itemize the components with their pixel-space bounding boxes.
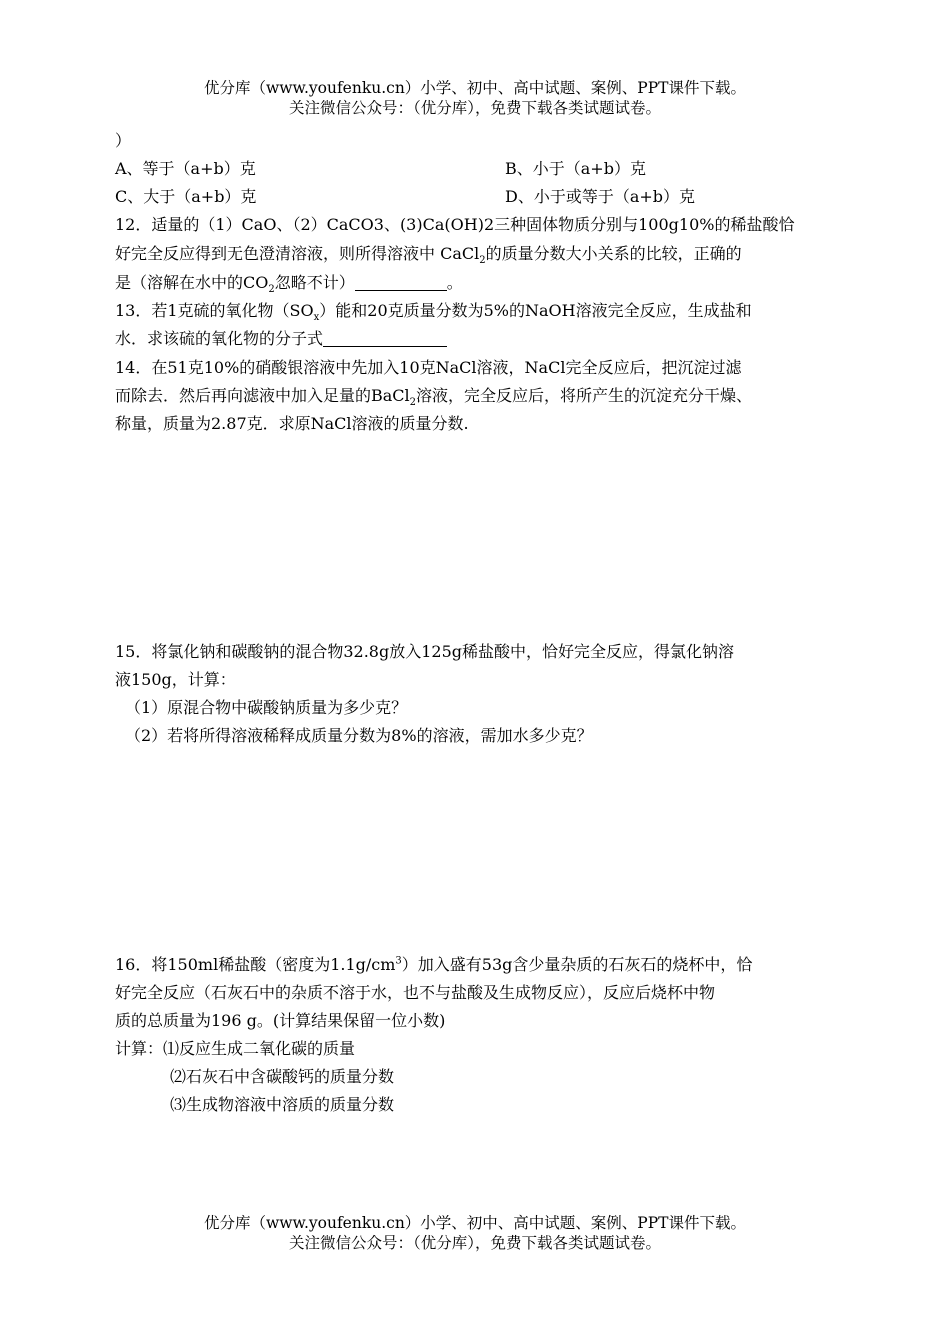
q11-option-a: A、等于（a+b）克 [115, 159, 256, 178]
q11-option-d: D、小于或等于（a+b）克 [505, 187, 696, 206]
q16-calc-label: 计算： [115, 1039, 164, 1058]
q12-line-3: 是（溶解在水中的$CO_2$忽略不计） 。 [115, 273, 463, 296]
q14-line-2: 而除去．然后再向滤液中加入足量的BaCl$_2$溶液，完全反应后，将所产生的沉淀充分干燥、 [115, 386, 753, 409]
q11-option-c: C、大于（a+b）克 [115, 187, 257, 206]
header-line-1: 优分库（www.youfenku.cn）小学、初中、高中试题、案例、PPT课件下载。 [203, 79, 747, 97]
footer-line-1: 优分库（www.youfenku.cn）小学、初中、高中试题、案例、PPT课件下载。 [203, 1214, 747, 1232]
q16-item-3: ⑶生成物溶液中溶质的质量分数 [170, 1095, 395, 1114]
q14-line-1: 14．在51克10%的硝酸银溶液中先加入10克NaCl溶液，NaCl完全反应后，把沉淀过滤 [115, 358, 742, 377]
q15-line-1: 15．将氯化钠和碳酸钠的混合物32.8g放入125g稀盐酸中，恰好完全反应，得氯化钠溶 [115, 642, 735, 661]
q15-line-2: 液150g，计算： [115, 670, 236, 689]
q11-option-b: B、小于（a+b）克 [505, 159, 646, 178]
q16-line-3: 质的总质量为196 g。(计算结果保留一位小数) [115, 1011, 446, 1030]
q12-answer-blank [355, 274, 447, 291]
q14-line-3: 称量，质量为2.87克．求原NaCl溶液的质量分数. [115, 414, 469, 433]
q16-item-2: ⑵石灰石中含碳酸钙的质量分数 [170, 1067, 395, 1086]
q15-sub-question-1: （1）原混合物中碳酸钠质量为多少克？ [125, 698, 408, 717]
q16-calc-line [115, 1038, 355, 1060]
q16-item-1: ⑴反应生成二氧化碳的质量 [163, 1039, 356, 1058]
q13-answer-blank [323, 330, 447, 347]
q16-line-2: 好完全反应（石灰石中的杂质不溶于水，也不与盐酸及生成物反应），反应后烧杯中物 [115, 983, 716, 1002]
q11-close-paren: ） [115, 131, 132, 150]
q16-line-1: 16．将150ml稀盐酸（密度为$1.1g/cm^3$）加入盛有53g含少量杂质的石灰石的烧杯中，恰 [115, 955, 753, 974]
q13-line-2: 水．求该硫的氧化物的分子式 [115, 328, 447, 350]
q13-line-1: 13．若1克硫的氧化物$(SO_x)$能和20克质量分数为5%的NaOH溶液完全反应，生成盐和 [115, 301, 752, 324]
q12-line-2: 好完全反应得到无色澄清溶液，则所得溶液中 CaCl$_2$的质量分数大小关系的比较，正确的 [115, 244, 742, 267]
header-line-2: 关注微信公众号：（优分库），免费下载各类试题试卷。 [288, 99, 661, 117]
q12-line-1: 12．适量的（1）CaO、（2）CaCO3、(3)Ca(OH)2三种固体物质分别与100g10%的稀盐酸恰 [115, 215, 795, 234]
footer-line-2: 关注微信公众号：（优分库），免费下载各类试题试卷。 [288, 1234, 661, 1252]
q15-sub-question-2: （2）若将所得溶液稀释成质量分数为8%的溶液，需加水多少克？ [125, 726, 593, 745]
